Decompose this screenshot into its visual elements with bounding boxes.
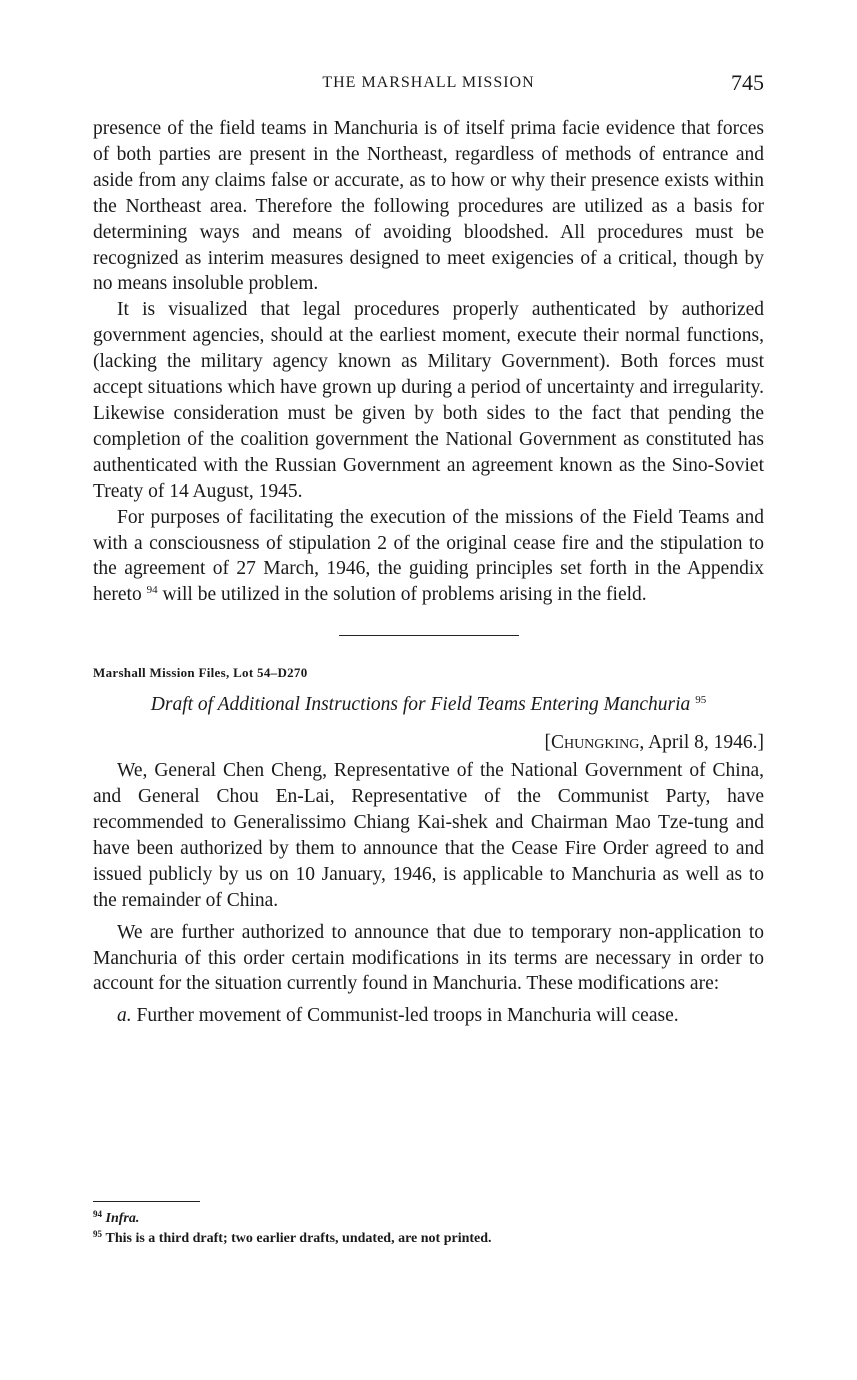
- footnote-ref-95: 95: [695, 694, 707, 707]
- paragraph-4: We, General Chen Cheng, Representative of the National Government of China, and General Chou En-Lai, Representative of the Communist Party, have recommended to Generalissimo Chiang Kai-shek and Chairman Mao Tze-tung and have been authorized by them to announce that the Cease Fire Order agreed to and issued publicly by us on 10 January, 1946, is applicable to Manchuria as well as to the remainder of China.: [93, 760, 764, 911]
- running-head: THE MARSHALL MISSION: [322, 74, 535, 91]
- paragraph-1: presence of the field teams in Manchuria is of itself prima facie evidence that forces of both parties are present in the Northeast, regardless of methods of entrance and aside from any claims false or accurate, as to how or why their presence exists within the Northeast area. Therefore the following procedures are utilized as a basis for determining ways and means of avoiding bloodshed. All procedures must be recognized as interim measures designed to meet exigencies of a critical, though by no means insoluble problem.: [93, 118, 764, 295]
- body-text: [93, 116, 764, 1029]
- footnote-95: [93, 1229, 764, 1249]
- footnote-ref-94: 94: [146, 584, 158, 597]
- footnote-94-number: 94: [93, 1209, 102, 1219]
- list-item-a-text: Further movement of Communist-led troops in Manchuria will cease.: [131, 1005, 679, 1027]
- list-item-a: [93, 1003, 764, 1029]
- paragraph-3-text: For purposes of facilitating the execution of the missions of the Field Teams and with a consciousness of stipulation 2 of the original cease fire and the stipulation to the agreement of 27 March, 1946, the guiding principles set forth in the Appendix hereto: [93, 506, 764, 606]
- document-title: [93, 692, 764, 718]
- footnotes: [93, 1209, 764, 1249]
- footnote-divider: [93, 1201, 200, 1202]
- dateline-close: ]: [757, 732, 764, 754]
- page-header: [93, 70, 764, 100]
- source-citation: Marshall Mission Files, Lot 54–D270: [93, 665, 308, 681]
- footnote-94: [93, 1209, 764, 1229]
- dateline-open: [: [544, 732, 551, 754]
- paragraph-2: It is visualized that legal procedures properly authenticated by authorized government agencies, should at the earliest moment, execute their normal functions, (lacking the military agency known as Military Government). Both forces must accept situations which have grown up during a period of uncertainty and irregularity. Likewise consideration must be given by both sides to the fact that pending the completion of the coalition government the National Government as constituted has authenticated with the Russian Government an agreement known as the Sino-Soviet Treaty of 14 August, 1945.: [93, 299, 764, 502]
- paragraph-3-text-end: will be utilized in the solution of problems arising in the field.: [157, 584, 647, 606]
- list-item-a-label: a.: [117, 1005, 132, 1027]
- dateline-date: , April 8, 1946.: [639, 732, 758, 754]
- footnote-94-text: Infra.: [105, 1211, 140, 1226]
- document-title-text: Draft of Additional Instructions for Field Teams Entering Manchuria: [150, 694, 691, 716]
- footnote-95-number: 95: [93, 1229, 102, 1239]
- dateline-place: Chungking: [550, 732, 640, 754]
- paragraph-5: We are further authorized to announce that due to temporary non-application to Manchuria of this order certain modifications in its terms are necessary in order to account for the situation currently found in Manchuria. These modifications are:: [93, 921, 764, 995]
- section-divider: [339, 635, 519, 636]
- page-number: 745: [731, 70, 764, 95]
- paragraph-3: [93, 505, 764, 609]
- footnote-95-text: This is a third draft; two earlier drafts, undated, are not printed.: [105, 1231, 492, 1246]
- dateline: [93, 730, 764, 756]
